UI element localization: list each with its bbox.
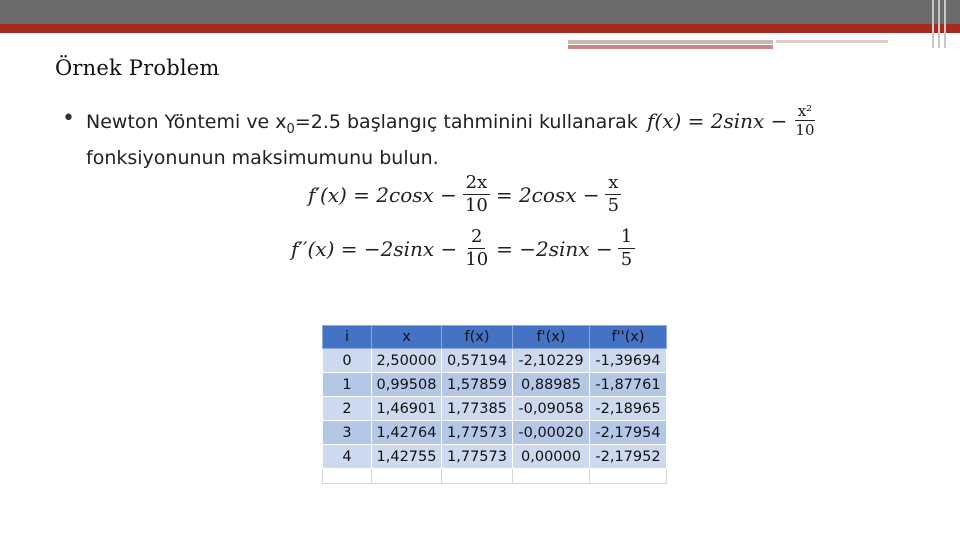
fraction-numerator: 2 (468, 226, 485, 249)
iteration-table (322, 325, 667, 484)
table-cell (442, 469, 513, 484)
table-cell: 1,57859 (442, 373, 513, 397)
decor-line (776, 40, 888, 43)
table-cell: -1,87761 (590, 373, 667, 397)
table-cell: 0,88985 (513, 373, 590, 397)
table-cell: -2,17954 (590, 421, 667, 445)
table-cell (323, 469, 372, 484)
table-cell (590, 469, 667, 484)
table-row (323, 421, 667, 445)
function-fraction (792, 102, 817, 139)
fraction-denominator: 10 (795, 121, 815, 139)
table-cell (372, 469, 442, 484)
table-cell: -0,00020 (513, 421, 590, 445)
deriv2-fraction-1 (462, 226, 491, 271)
table-row (323, 373, 667, 397)
fraction-numerator: 1 (618, 226, 635, 249)
deriv2-fraction-2 (618, 226, 635, 271)
fraction-denominator: 10 (465, 249, 489, 270)
problem-line-1 (86, 111, 638, 137)
deriv2-mid: = −2sinx − (496, 236, 613, 261)
column-header: f'(x) (513, 326, 590, 349)
fraction-denominator: 5 (620, 249, 633, 270)
table-cell: -2,18965 (590, 397, 667, 421)
table-empty-row (323, 469, 667, 484)
table-cell: 1,77573 (442, 421, 513, 445)
table-row (323, 445, 667, 469)
table-cell: -1,39694 (590, 349, 667, 373)
table-cell: 1,46901 (372, 397, 442, 421)
column-header: x (372, 326, 442, 349)
decor-vertical-lines (930, 0, 960, 48)
table-cell: 1,77385 (442, 397, 513, 421)
table-cell: 1,42755 (372, 445, 442, 469)
table-cell: -0,09058 (513, 397, 590, 421)
table-cell: 0,99508 (372, 373, 442, 397)
function-equation (645, 102, 821, 139)
table-cell: 0,57194 (442, 349, 513, 373)
table-cell: -2,17952 (590, 445, 667, 469)
deriv1-fraction-1 (462, 172, 491, 217)
table-cell: 4 (323, 445, 372, 469)
table-cell: 1,42764 (372, 421, 442, 445)
table-cell: 0,00000 (513, 445, 590, 469)
function-lhs: f(x) = 2sinx − (647, 108, 788, 133)
table-cell: 2 (323, 397, 372, 421)
deriv1-lhs: f′(x) = 2cosx − (308, 182, 457, 207)
fraction-numerator: 2x (463, 172, 491, 195)
table-row (323, 397, 667, 421)
bullet-marker: • (62, 106, 75, 131)
table-header-row (323, 326, 667, 349)
deriv1-mid: = 2cosx − (495, 182, 600, 207)
problem-text-a: Newton Yöntemi ve x (86, 111, 287, 133)
second-derivative-equation (289, 226, 638, 271)
column-header: f''(x) (590, 326, 667, 349)
table-cell: 3 (323, 421, 372, 445)
table-cell: -2,10229 (513, 349, 590, 373)
table-cell (513, 469, 590, 484)
fraction-denominator: 10 (464, 195, 488, 216)
deriv2-lhs: f′′(x) = −2sinx − (291, 236, 458, 261)
top-red-bar (0, 24, 960, 33)
table-row (323, 349, 667, 373)
top-gray-bar (0, 0, 960, 24)
problem-text-b: =2.5 başlangıç tahminini kullanarak (294, 111, 638, 133)
table-cell: 1 (323, 373, 372, 397)
table-cell: 1,77573 (442, 445, 513, 469)
deriv1-fraction-2 (605, 172, 622, 217)
table-cell: 0 (323, 349, 372, 373)
fraction-numerator: x² (795, 102, 815, 121)
table-cell: 2,50000 (372, 349, 442, 373)
fraction-denominator: 5 (607, 195, 620, 216)
subscript-zero: 0 (286, 121, 295, 137)
fraction-numerator: x (605, 172, 621, 195)
first-derivative-equation (306, 172, 625, 217)
slide-title: Örnek Problem (55, 56, 220, 80)
decor-line (568, 45, 773, 49)
column-header: i (323, 326, 372, 349)
problem-line-2: fonksiyonunun maksimumunu bulun. (86, 147, 439, 169)
decor-line (568, 40, 773, 44)
column-header: f(x) (442, 326, 513, 349)
